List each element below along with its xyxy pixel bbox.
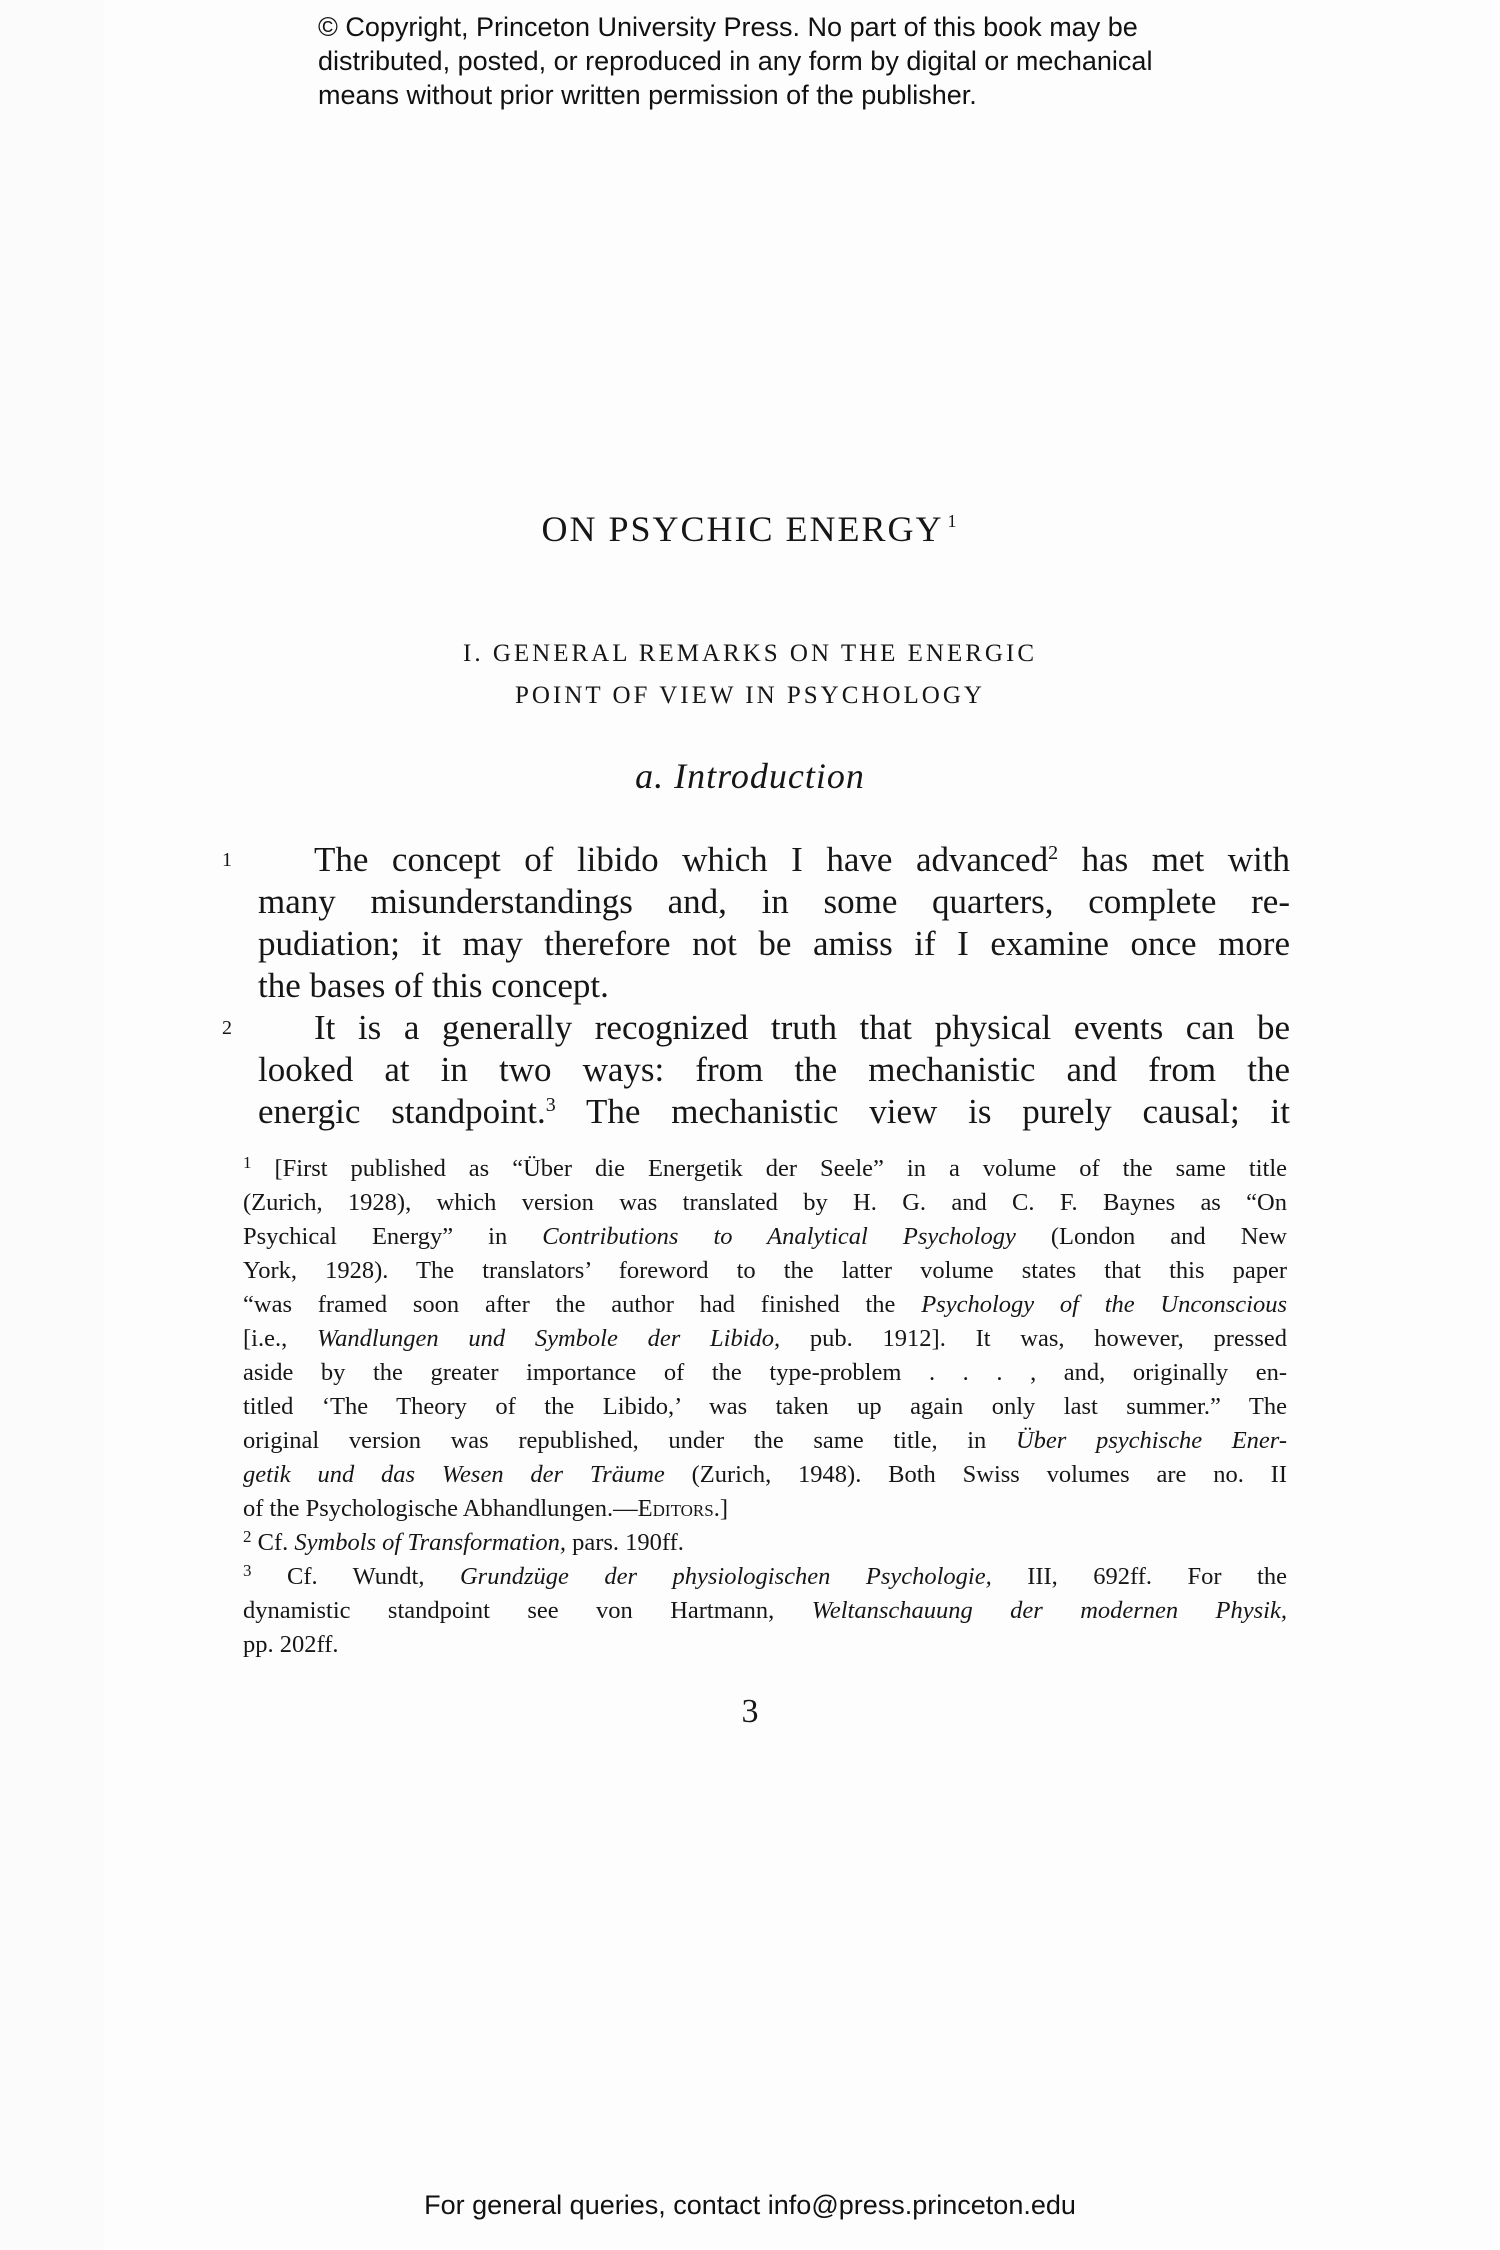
copyright-line: distributed, posted, or reproduced in any form by digital or mechanical: [318, 46, 1153, 76]
footnote-line: [243, 1458, 1287, 1492]
footnote-text: Cf.: [251, 1529, 295, 1556]
footnote-ref[interactable]: 2: [1048, 842, 1059, 864]
section-heading-line: I. GENERAL REMARKS ON THE ENERGIC: [463, 640, 1037, 667]
footnote-line: [243, 1152, 1287, 1186]
footnote-text: of the Psychologische Abhandlungen.—: [243, 1495, 638, 1522]
footnote-text: III, 692ff. For the: [991, 1563, 1287, 1590]
chapter-title: [0, 508, 1500, 550]
footnote-line: [243, 1526, 1287, 1560]
footnote-text: dynamistic standpoint see von Hartmann,: [243, 1597, 812, 1624]
footnote-text: original version was republished, under the same title, in: [243, 1427, 1016, 1454]
italic-title: Grundzüge der physiologischen Psychologie,: [459, 1563, 992, 1590]
footnote-text: [First published as “Über die Energetik der Seele” in a volume of the same title: [251, 1155, 1287, 1182]
copyright-line: © Copyright, Princeton University Press. No part of this book may be: [318, 12, 1138, 42]
footnote-text: titled ‘The Theory of the Libido,’ was taken up again only last summer.” The: [243, 1393, 1287, 1420]
footnote-line: [243, 1424, 1287, 1458]
footnote-number: 1: [243, 1153, 252, 1172]
footnote-line: [243, 1186, 1287, 1220]
footnote-text: York, 1928). The translators’ foreword to the latter volume states that this paper: [243, 1257, 1287, 1284]
footnote-text: Editors: [637, 1495, 714, 1522]
footnote-line: [243, 1594, 1287, 1628]
footnote-line: [243, 1492, 1287, 1526]
footnote-text: [i.e.,: [243, 1325, 317, 1352]
footer-contact: For general queries, contact info@press.princeton.edu: [424, 2190, 1076, 2220]
footnote-line: [243, 1390, 1287, 1424]
footnote-marker[interactable]: 1: [947, 511, 959, 531]
footnote-text: .]: [713, 1495, 729, 1522]
copyright-notice: [318, 10, 1198, 112]
body-line: many misunderstandings and, in some quarters, complete re-: [258, 882, 1290, 921]
page-margin-strip: [0, 0, 104, 2250]
body-line: the bases of this concept.: [258, 966, 609, 1005]
footnote-text: (Zurich, 1928), which version was translated by H. G. and C. F. Baynes as “On: [243, 1189, 1287, 1216]
paragraph-number: 1: [222, 849, 232, 871]
footnote-text: (London and New: [1015, 1223, 1287, 1250]
footnote-text: pub. 1912]. It was, however, pressed: [780, 1325, 1288, 1352]
copyright-line: means without prior written permission of the publisher.: [318, 80, 977, 110]
footnote-line: [243, 1220, 1287, 1254]
body-line: energic standpoint.$^3$ The mechanistic view is purely causal; it: [258, 1092, 1290, 1131]
page-number: 3: [741, 1693, 759, 1730]
footnote-number: 2: [243, 1527, 252, 1546]
footnote-text: Psychical Energy” in: [243, 1223, 543, 1250]
footnote-text: (Zurich, 1948). Both Swiss volumes are no. II: [664, 1461, 1288, 1488]
body-line: looked at in two ways: from the mechanistic and from the: [258, 1050, 1290, 1089]
italic-title: Weltanschauung der modernen Physik,: [811, 1597, 1287, 1624]
subsection-heading: a. Introduction: [635, 756, 865, 796]
body-line: pudiation; it may therefore not be amiss if I examine once more: [258, 924, 1290, 963]
section-heading-line: POINT OF VIEW IN PSYCHOLOGY: [515, 682, 985, 709]
chapter-title-text: ON PSYCHIC ENERGY: [541, 509, 944, 549]
body-line: It is a generally recognized truth that physical events can be: [314, 1008, 1290, 1047]
footnote-line: [243, 1560, 1287, 1594]
footnote-text: pars. 190ff.: [565, 1529, 684, 1556]
footnote-text: Cf. Wundt,: [251, 1563, 460, 1590]
footnote-text: aside by the greater importance of the type-problem . . . , and, originally en-: [243, 1359, 1287, 1386]
italic-title: Psychology of the Unconscious: [921, 1291, 1287, 1318]
footnote-line: [243, 1628, 1287, 1662]
italic-title: Contributions to Analytical Psychology: [542, 1223, 1016, 1250]
footnote-ref[interactable]: 3: [545, 1094, 556, 1116]
paragraph-number: 2: [222, 1017, 232, 1039]
italic-title: getik und das Wesen der Träume: [243, 1461, 665, 1488]
footnote-text: “was framed soon after the author had finished the: [243, 1291, 922, 1318]
italic-title: Symbols of Transformation,: [294, 1529, 566, 1556]
footnote-line: [243, 1288, 1287, 1322]
body-line: The concept of libido which I have advanced$^2$ has met with: [314, 840, 1290, 879]
footnote-line: [243, 1254, 1287, 1288]
italic-title: Über psychische Ener-: [1015, 1427, 1287, 1454]
footnote-text: pp. 202ff.: [243, 1631, 339, 1658]
footnote-line: [243, 1322, 1287, 1356]
footnote-number: 3: [243, 1561, 252, 1580]
footnote-line: [243, 1356, 1287, 1390]
italic-title: Wandlungen und Symbole der Libido,: [316, 1325, 781, 1352]
